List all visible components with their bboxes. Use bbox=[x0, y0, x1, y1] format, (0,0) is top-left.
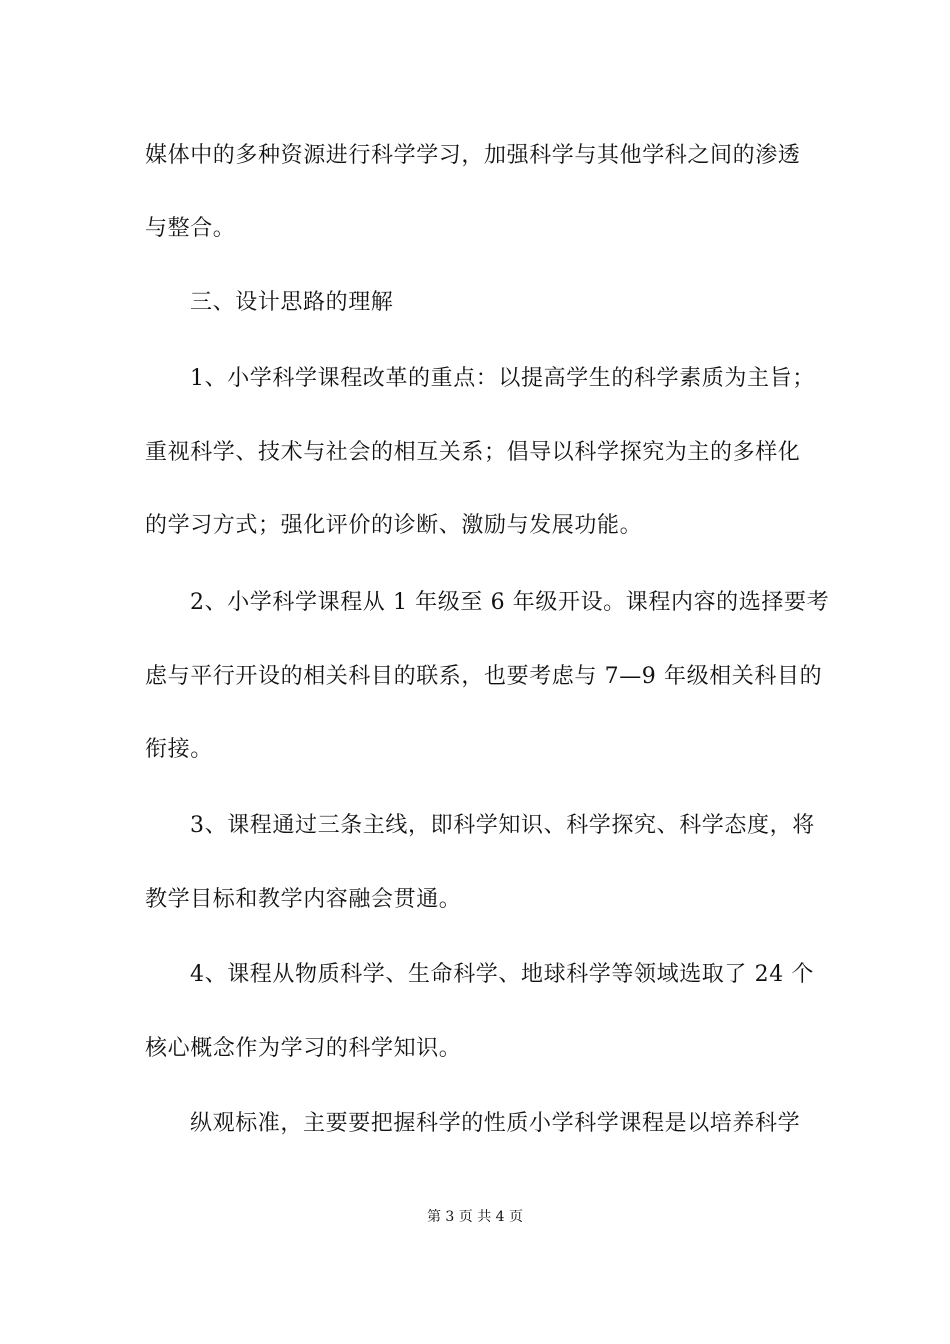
body-text-line: 2、小学科学课程从 1 年级至 6 年级开设。课程内容的选择要考 bbox=[190, 590, 830, 615]
body-text-line: 与整合。 bbox=[145, 216, 236, 241]
body-text-line: 重视科学、技术与社会的相互关系；倡导以科学探究为主的多样化 bbox=[145, 440, 801, 465]
body-text-line: 衔接。 bbox=[145, 737, 213, 762]
section-heading: 三、设计思路的理解 bbox=[190, 290, 394, 315]
body-text-line: 核心概念作为学习的科学知识。 bbox=[145, 1036, 462, 1061]
page-number-label: 第 3 页 共 4 页 bbox=[426, 1209, 524, 1225]
body-text-line: 3、课程通过三条主线，即科学知识、科学探究、科学态度，将 bbox=[190, 813, 815, 838]
page-footer bbox=[0, 1208, 950, 1226]
body-text-line: 的学习方式；强化评价的诊断、激励与发展功能。 bbox=[145, 513, 643, 538]
body-text-line: 媒体中的多种资源进行科学学习，加强科学与其他学科之间的渗透 bbox=[145, 143, 801, 168]
body-text-line: 教学目标和教学内容融会贯通。 bbox=[145, 887, 462, 912]
body-text-line: 虑与平行开设的相关科目的联系，也要考虑与 7—9 年级相关科目的 bbox=[145, 664, 823, 689]
body-text-line: 纵观标准，主要要把握科学的性质小学科学课程是以培养科学 bbox=[190, 1111, 801, 1136]
body-text-line: 4、课程从物质科学、生命科学、地球科学等领域选取了 24 个 bbox=[190, 962, 814, 987]
body-text-line: 1、小学科学课程改革的重点：以提高学生的科学素质为主旨； bbox=[190, 366, 815, 391]
